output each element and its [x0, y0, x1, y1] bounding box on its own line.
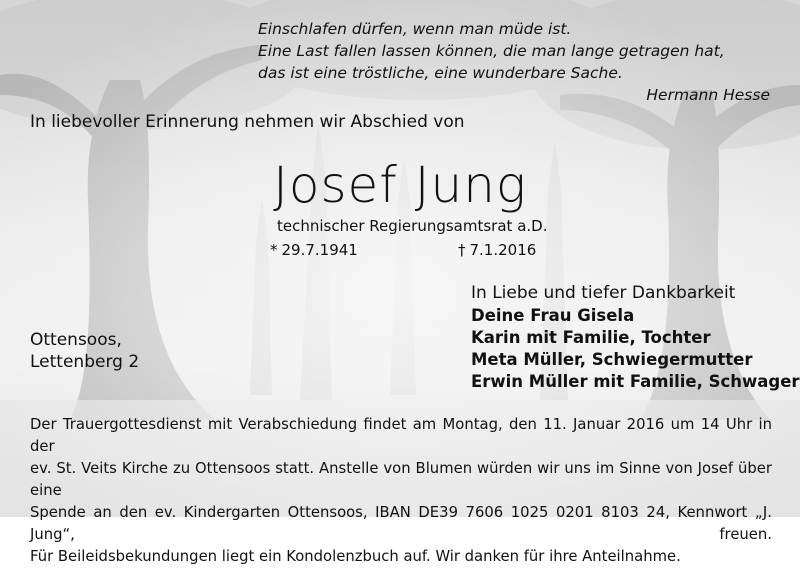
mourner-item: Meta Müller, Schwiegermutter — [471, 350, 753, 369]
deceased-title: technischer Regierungsamtsrat a.D. — [277, 217, 548, 235]
death-cross-icon: † — [458, 241, 466, 259]
quote-line: Einschlafen dürfen, wenn man müde ist. — [258, 20, 572, 38]
service-line: ev. St. Veits Kirche zu Ottensoos statt. Anstelle von Blumen würden wir uns im Sinne von Josef über eine — [30, 460, 772, 499]
hesse-quote — [250, 18, 770, 106]
birth-date — [270, 241, 358, 259]
thanks-text: In Liebe und tiefer Dankbarkeit — [471, 283, 736, 303]
birth-date-value: 29.7.1941 — [281, 241, 358, 259]
death-date — [458, 241, 536, 259]
birth-star-icon: * — [270, 241, 278, 259]
service-line: Für Beileidsbekundungen liegt ein Kondolenzbuch auf. Wir danken für ihre Anteilnahme. — [30, 548, 681, 565]
address-street: Lettenberg 2 — [30, 352, 140, 372]
mourner-item: Deine Frau Gisela — [471, 306, 635, 325]
quote-line: das ist eine tröstliche, eine wunderbare Sache. — [258, 64, 623, 82]
address-town: Ottensoos, — [30, 330, 122, 350]
quote-line: Eine Last fallen lassen können, die man lange getragen hat, — [258, 42, 725, 60]
mourner-item: Erwin Müller mit Familie, Schwager — [471, 372, 800, 391]
intro-text: In liebevoller Erinnerung nehmen wir Abschied von — [30, 112, 465, 132]
service-line: Der Trauergottesdienst mit Verabschiedung findet am Montag, den 11. Januar 2016 um 14 Uhr in der — [30, 416, 772, 455]
mourners-list — [471, 305, 800, 393]
death-date-value: 7.1.2016 — [469, 241, 537, 259]
service-line: Spende an den ev. Kindergarten Ottensoos, IBAN DE39 7606 1025 0201 8103 24, Kennwort „J. Jung“, freuen. — [30, 504, 772, 543]
quote-author: Hermann Hesse — [646, 86, 770, 104]
deceased-name: Josef Jung — [273, 156, 527, 214]
service-details — [30, 414, 772, 568]
family-address — [30, 329, 139, 373]
mourner-item: Karin mit Familie, Tochter — [471, 328, 711, 347]
